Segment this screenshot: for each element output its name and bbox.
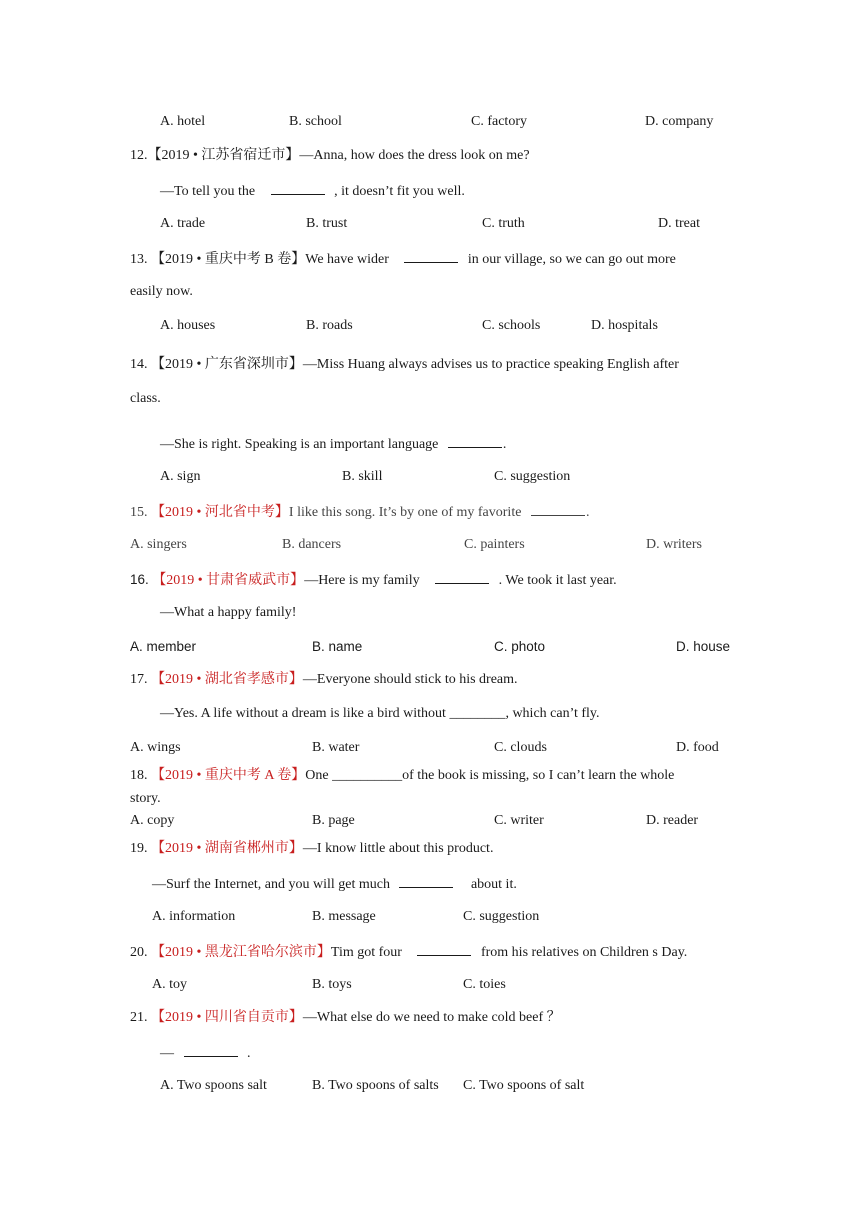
text: —To tell you the [160,184,256,199]
option-b: B. dancers [282,537,342,552]
option-c: C. painters [464,537,525,552]
option-c: C. clouds [494,740,547,755]
question-text: . We took it last year. [498,573,617,588]
option-c: C. schools [482,318,541,333]
question-17-stem [130,671,518,689]
question-13-stem [130,249,676,269]
question-number: 14. [130,357,148,372]
text: — [160,1046,174,1061]
option-a: A. hotel [160,114,206,129]
option-d: D. company [645,114,714,129]
question-number: 21. [130,1010,148,1025]
option-c: C. truth [482,216,525,231]
option-d: D. food [676,740,719,755]
option-c: C. factory [471,114,527,129]
answer-blank [531,502,585,516]
question-source: 【2019 • 黑龙江省哈尔滨市】 [151,945,331,960]
question-text: . [585,505,590,520]
text: —She is right. Speaking is an important language [160,437,439,452]
question-number: 18. [130,768,148,783]
question-text: —I know little about this product. [302,841,494,856]
question-21-stem [130,1009,561,1027]
answer-blank [184,1043,238,1057]
question-12-line2 [160,181,465,201]
option-b: B. roads [306,318,353,333]
question-number: 20. [130,945,148,960]
option-a: A. singers [130,537,187,552]
option-d: D. treat [658,216,700,231]
question-20-stem [130,942,687,962]
question-number: 13. [130,252,148,267]
question-text: —Anna, how does the dress look on me? [299,148,530,163]
question-14-line2 [160,434,506,454]
option-a: A. information [152,909,236,924]
option-c: C. toies [463,977,506,992]
answer-blank [404,249,458,263]
option-b: B. skill [342,469,383,484]
question-source: 【2019 • 广东省深圳市】 [151,357,303,372]
answer-blank [435,570,489,584]
option-a: A. houses [160,318,216,333]
text: —Surf the Internet, and you will get much [152,877,390,892]
question-14-stem [130,356,679,374]
question-21-line2 [160,1043,251,1063]
question-source: 【2019 • 重庆中考 B 卷】 [151,252,306,267]
question-number: 16. [130,572,149,587]
text: . [502,437,507,452]
option-b: B. message [312,909,376,924]
option-b: B. Two spoons of salts [312,1078,439,1093]
question-text: —What else do we need to make cold beef ？ [302,1010,561,1025]
question-text: —Here is my family [304,573,420,588]
option-c: C. writer [494,813,544,828]
option-b: B. toys [312,977,352,992]
question-text: I like this song. It’s by one of my favorite [288,505,522,520]
question-source: 【2019 • 河北省中考】 [151,505,289,520]
question-source: 【2019 • 湖北省孝感市】 [151,672,303,687]
question-number: 15. [130,505,148,520]
question-text: Tim got four [330,945,402,960]
question-source: 【2019 • 重庆中考 A 卷】 [151,768,306,783]
question-19-stem [130,840,493,858]
question-number: 12. [130,148,148,163]
question-18-stem [130,767,674,785]
option-b: B. water [312,740,360,755]
question-number: 17. [130,672,148,687]
question-text: in our village, so we can go out more [467,252,676,267]
option-a: A. copy [130,813,175,828]
question-16-stem [130,570,617,590]
question-16-line2: —What a happy family! [160,605,297,620]
question-text: We have wider [305,252,389,267]
option-a: A. Two spoons salt [160,1078,267,1093]
question-13-stem-cont: easily now. [130,284,193,299]
option-a: A. trade [160,216,206,231]
answer-blank [271,181,325,195]
option-b: B. name [312,639,363,654]
option-a: A. toy [152,977,187,992]
question-text: —Miss Huang always advises us to practice speaking English after [302,357,679,372]
question-12-stem [130,147,530,165]
option-d: D. reader [646,813,699,828]
question-text: One __________of the book is missing, so I can’t learn the whole [305,768,675,783]
option-a: A. wings [130,740,181,755]
question-15-stem [130,502,589,522]
answer-blank [448,434,502,448]
option-d: D. hospitals [591,318,658,333]
option-d: D. house [676,639,731,654]
text: , it doesn’t fit you well. [334,184,465,199]
text: . [247,1046,251,1061]
question-source: 【2019 • 湖南省郴州市】 [151,841,303,856]
question-14-stem-cont: class. [130,391,161,406]
question-text: from his relatives on Children s Day. [480,945,688,960]
option-c: C. Two spoons of salt [463,1078,585,1093]
option-b: B. page [312,813,355,828]
text: about it. [470,877,517,892]
question-number: 19. [130,841,148,856]
question-18-stem-cont: story. [130,791,161,806]
question-19-line2 [152,874,517,894]
answer-blank [417,942,471,956]
option-c: C. suggestion [463,909,540,924]
question-source: 【2019 • 江苏省宿迁市】 [147,148,300,163]
question-text: —Everyone should stick to his dream. [302,672,518,687]
answer-blank [399,874,453,888]
option-d: D. writers [646,537,702,552]
question-source: 【2019 • 甘肃省威武市】 [152,573,305,588]
option-c: C. photo [494,639,546,654]
option-b: B. school [289,114,342,129]
question-source: 【2019 • 四川省自贡市】 [151,1010,303,1025]
option-a: A. sign [160,469,201,484]
option-b: B. trust [306,216,348,231]
question-17-line2: —Yes. A life without a dream is like a bird without ________, which can’t fly. [160,706,600,721]
option-a: A. member [130,639,197,654]
option-c: C. suggestion [494,469,571,484]
